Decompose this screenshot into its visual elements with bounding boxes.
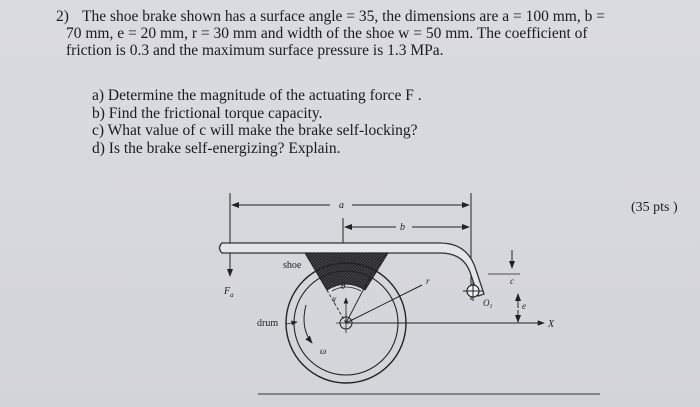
label-o1: $O_1$ (483, 298, 493, 310)
problem-number: 2) (56, 8, 69, 25)
label-drum: drum (257, 318, 279, 329)
question-b: b) Find the frictional torque capacity. (92, 104, 323, 122)
points-label: (35 pts ) (631, 200, 678, 215)
label-e: e (522, 301, 526, 311)
problem-line-3: friction is 0.3 and the maximum surface pressure is 1.3 MPa. (66, 42, 444, 59)
problem-line-2: 70 mm, e = 20 mm, r = 30 mm and width of the shoe w = 50 mm. The coefficient of (66, 25, 588, 42)
label-x: X (548, 319, 555, 330)
label-fa: $F_a$ (224, 286, 234, 299)
dimension-c (488, 250, 520, 274)
question-c: c) What value of c will make the brake self-locking? (92, 122, 418, 139)
label-omega: ω (320, 346, 327, 356)
label-theta: θ (341, 281, 346, 291)
label-r: r (426, 276, 430, 286)
label-b: b (400, 222, 405, 233)
rotation-arrow (304, 305, 312, 343)
label-gamma: γ (333, 294, 337, 303)
label-shoe: shoe (283, 260, 302, 271)
question-d: d) Is the brake self-energizing? Explain. (92, 139, 341, 157)
drum-leader (286, 322, 297, 324)
radius-line (346, 285, 422, 323)
theta-arc (332, 287, 361, 291)
label-a: a (339, 200, 344, 211)
label-c: c (510, 276, 514, 286)
problem-line-1: The shoe brake shown has a surface angle = 35, the dimensions are a = 100 mm, b = (82, 8, 605, 25)
question-a: a) Determine the magnitude of the actuating force F . (92, 87, 422, 104)
